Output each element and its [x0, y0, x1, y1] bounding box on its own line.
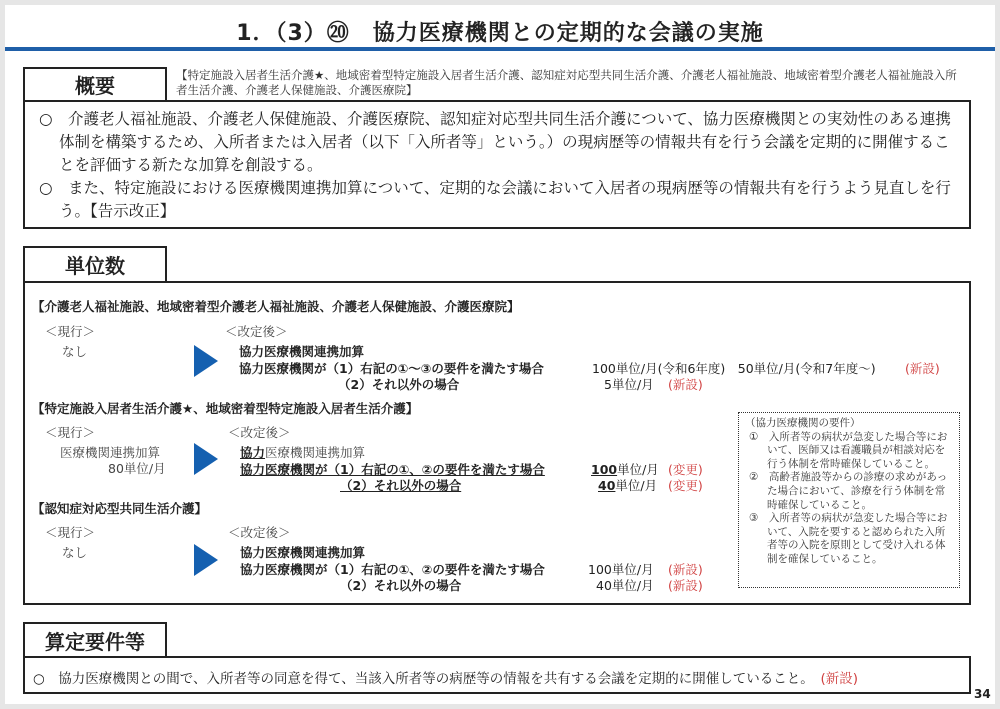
row2-unit: 単位/月: [615, 478, 658, 493]
row1-label: 協力医療機関が（1）右記の①～③の要件を満たす場合: [239, 361, 544, 376]
addition-name: [240, 444, 365, 461]
arrow-icon: [194, 345, 218, 377]
revised-label: ＜改定後＞: [225, 324, 288, 339]
row2-label: （2）それ以外の場合: [338, 377, 460, 392]
requirements-box: [738, 412, 960, 588]
arrow-icon: [194, 443, 218, 475]
row2-tag: (変更): [668, 478, 703, 493]
page-title: 1．（3）⑳ 協力医療機関との定期的な会議の実施: [236, 21, 764, 46]
row2-label: （2）それ以外の場合: [340, 478, 462, 493]
current-value: 80単位/月: [108, 461, 166, 476]
row1-label: 協力医療機関が（1）右記の①、②の要件を満たす場合: [240, 462, 545, 477]
row2-value: [598, 477, 657, 494]
overview-body: [25, 102, 969, 223]
current-label: ＜現行＞: [45, 525, 96, 540]
requirement-item: ② 高齢者施設等からの診療の求めがあった場合において、診療を行う体制を常時確保していること。: [749, 471, 948, 511]
units-heading: 単位数: [23, 246, 167, 283]
row2-value: 5単位/月: [604, 377, 654, 392]
group-header: 【認知症対応型共同生活介護】: [32, 501, 208, 516]
arrow-icon: [194, 544, 218, 576]
group-header: 【介護老人福祉施設、地域密着型介護老人福祉施設、介護老人保健施設、介護医療院】: [32, 299, 520, 314]
revised-label: ＜改定後＞: [228, 425, 291, 440]
overview-item: ○ 介護老人福祉施設、介護老人保健施設、介護医療院、認知症対応型共同生活介護について、協力医療機関との実効性のある連携体制を構築するため、入所者または入居者（以下「入所者等」という。）の現病歴等の情報共有を行う会議を定期的に開催することを評価する新たな加算を創設する。: [39, 110, 951, 174]
overview-box: [23, 100, 971, 229]
page-number: 34: [974, 687, 991, 701]
addition-name: 協力医療機関連携加算: [239, 344, 365, 359]
row1-num: 100: [591, 462, 618, 477]
revised-label: ＜改定後＞: [228, 525, 291, 540]
name-rest: 医療機関連携加算: [265, 445, 366, 460]
row2-label: （2）それ以外の場合: [340, 578, 462, 593]
overview-heading: 概要: [23, 67, 167, 102]
row2-tag: (新設): [668, 377, 703, 392]
row1-value: 100単位/月: [588, 562, 654, 577]
row2-value: 40単位/月: [596, 578, 654, 593]
current-value: 医療機関連携加算: [60, 445, 161, 460]
calc-heading: 算定要件等: [23, 622, 167, 658]
row2-num: 40: [598, 478, 616, 493]
name-prefix: 協力: [240, 445, 266, 460]
row1-label: 協力医療機関が（1）右記の①、②の要件を満たす場合: [240, 562, 545, 577]
calc-text-line: [33, 667, 858, 687]
requirement-item: ① 入所者等の病状が急変した場合等において、医師又は看護職員が相談対応を行う体制を常時確保していること。: [749, 430, 948, 470]
current-label: ＜現行＞: [45, 425, 96, 440]
row1-tag: (新設): [905, 361, 940, 376]
title-rule: [5, 47, 995, 51]
row1-tag: (変更): [668, 462, 703, 477]
row2-tag: (新設): [668, 578, 703, 593]
current-label: ＜現行＞: [45, 324, 96, 339]
overview-item: ○ また、特定施設における医療機関連携加算について、定期的な会議において入居者の現病歴等の情報共有を行うよう見直しを行う。【告示改正】: [39, 179, 951, 220]
overview-tags: 【特定施設入居者生活介護★、地域密着型特定施設入居者生活介護、認知症対応型共同生活介護、介護老人福祉施設、地域密着型介護老人福祉施設入所者生活介護、介護老人保健施設、介護医療院】: [176, 68, 957, 97]
row1-unit: 単位/月: [617, 462, 659, 477]
calc-tag: (新設): [820, 671, 859, 687]
current-value: なし: [62, 344, 88, 359]
group-header: 【特定施設入居者生活介護★、地域密着型特定施設入居者生活介護】: [32, 401, 419, 416]
addition-name: 協力医療機関連携加算: [240, 545, 366, 560]
calc-text: ○ 協力医療機関との間で、入所者等の同意を得て、当該入所者等の病歴等の情報を共有する会議を定期的に開催していること。: [33, 671, 807, 687]
requirement-item: ③ 入所者等の病状が急変した場合等において、入院を要すると認められた入所者等の入院を原則として受け入れる体制を確保していること。: [749, 512, 948, 565]
requirements-title: （協力医療機関の要件）: [745, 417, 861, 429]
row1-tag: (新設): [668, 562, 703, 577]
row1-value: [591, 461, 659, 478]
calc-box: [23, 656, 971, 694]
current-value: なし: [62, 545, 88, 560]
row1-value: 100単位/月(令和6年度) 50単位/月(令和7年度～): [592, 361, 876, 376]
